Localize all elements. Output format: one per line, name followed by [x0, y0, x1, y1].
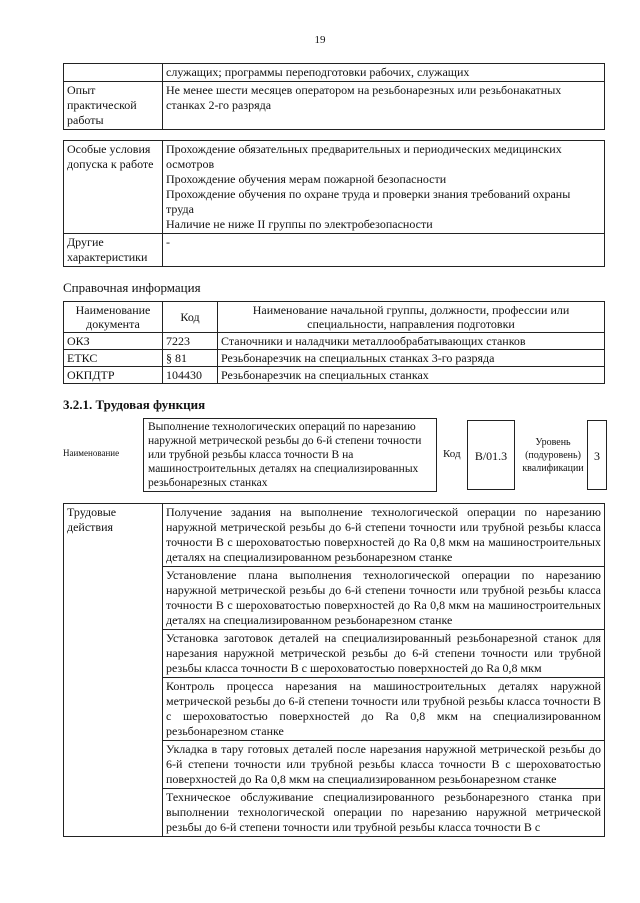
table-row — [64, 64, 605, 82]
table-cell: 104430 — [163, 367, 218, 384]
condition-line: Наличие не ниже II группы по электробезопасности — [166, 217, 433, 231]
education-experience-table — [63, 63, 605, 130]
experience-label: Опыт практической работы — [64, 82, 163, 130]
page-number: 19 — [314, 34, 326, 46]
reference-heading: Справочная информация — [63, 280, 201, 295]
section-title: 3.2.1. Трудовая функция — [63, 397, 206, 412]
table-cell: ОКПДТР — [64, 367, 163, 384]
table-cell: ОКЗ — [64, 333, 163, 350]
table-cell: ЕТКС — [64, 350, 163, 367]
table-row — [64, 141, 605, 234]
table-cell: 7223 — [163, 333, 218, 350]
special-conditions-label: Особые условия допуска к работе — [64, 141, 163, 234]
qualification-level-label: Уровень (подуровень) квалификации — [522, 437, 584, 474]
table-cell-empty — [64, 64, 163, 82]
table-header-row — [64, 302, 605, 333]
column-header: Наименование документа — [64, 302, 163, 333]
labor-action-item: Получение задания на выполнение технологической операции по нарезанию наружной метрической резьбы до 6-й степени точности или трубной резьбы класса точности В с шероховатостью поверхностей до Ra 0,8 мкм на машиностроительных деталях на специализированном резьбонарезном станке — [163, 504, 605, 567]
table-row — [64, 504, 605, 567]
special-conditions-list — [163, 141, 605, 234]
function-name: Выполнение технологических операций по нарезанию наружной метрической резьбы до 6-й степени точности или трубной резьбы класса точности В на машиностроительных деталях на специализированных резьбонарезных станках — [143, 418, 437, 492]
function-code-label: Код — [443, 448, 461, 460]
experience-value: Не менее шести месяцев оператором на резьбонарезных или резьбонакатных станках 2-го разряда — [163, 82, 605, 130]
labor-function-block — [63, 418, 608, 492]
other-characteristics-value: - — [163, 234, 605, 267]
education-tail-text: служащих; программы переподготовки рабочих, служащих — [163, 64, 605, 82]
table-row — [64, 333, 605, 350]
other-characteristics-label: Другие характеристики — [64, 234, 163, 267]
table-cell: Резьбонарезчик на специальных станках — [218, 367, 605, 384]
labor-action-item: Контроль процесса нарезания на машиностроительных деталях наружной метрической резьбы до 6-й степени точности или трубной резьбы класса точности В с шероховатостью поверхностей до Ra 0,8 мкм на специализированном резьбонарезном станке — [163, 678, 605, 741]
table-row — [64, 367, 605, 384]
condition-line: Прохождение обязательных предварительных и периодических медицинских осмотров — [166, 142, 562, 171]
column-header: Наименование начальной группы, должности, профессии или специальности, направления подготовки — [218, 302, 605, 333]
labor-action-item: Техническое обслуживание специализированного резьбонарезного станка при выполнении технологической операции по нарезанию наружной метрической резьбы до 6-й степени точности или трубной резьбы класса точности В с — [163, 789, 605, 837]
table-cell: Резьбонарезчик на специальных станках 3-го разряда — [218, 350, 605, 367]
table-row — [64, 350, 605, 367]
table-cell: § 81 — [163, 350, 218, 367]
labor-action-item: Установка заготовок деталей на специализированный резьбонарезной станок для нарезания наружной метрической резьбы до 6-й степени точности или трубной резьбы класса точности В с шероховатостью поверхностей до Ra 0,8 мкм — [163, 630, 605, 678]
table-cell: Станочники и наладчики металлообрабатывающих станков — [218, 333, 605, 350]
conditions-table — [63, 140, 605, 267]
condition-line: Прохождение обучения мерам пожарной безопасности — [166, 172, 447, 186]
labor-action-item: Установление плана выполнения технологической операции по нарезанию наружной метрической резьбы до 6-й степени точности или трубной резьбы класса точности В с шероховатостью поверхностей до Ra 0,8 мкм на машиностроительных деталях на специализированном резьбонарезном станке — [163, 567, 605, 630]
column-header: Код — [163, 302, 218, 333]
table-row — [64, 234, 605, 267]
qualification-level: 3 — [587, 420, 607, 490]
labor-action-item: Укладка в тару готовых деталей после нарезания наружной метрической резьбы до 6-й степени точности или трубной резьбы класса точности В с шероховатостью поверхностей до Ra 0,8 мкм на специализированном резьбонарезном станке — [163, 741, 605, 789]
table-row — [64, 82, 605, 130]
labor-actions-table — [63, 503, 605, 837]
function-name-label: Наименование — [63, 448, 120, 458]
reference-table — [63, 301, 605, 384]
function-code: B/01.3 — [467, 420, 515, 490]
condition-line: Прохождение обучения по охране труда и проверки знания требований охраны труда — [166, 187, 571, 216]
labor-actions-label: Трудовые действия — [64, 504, 163, 837]
